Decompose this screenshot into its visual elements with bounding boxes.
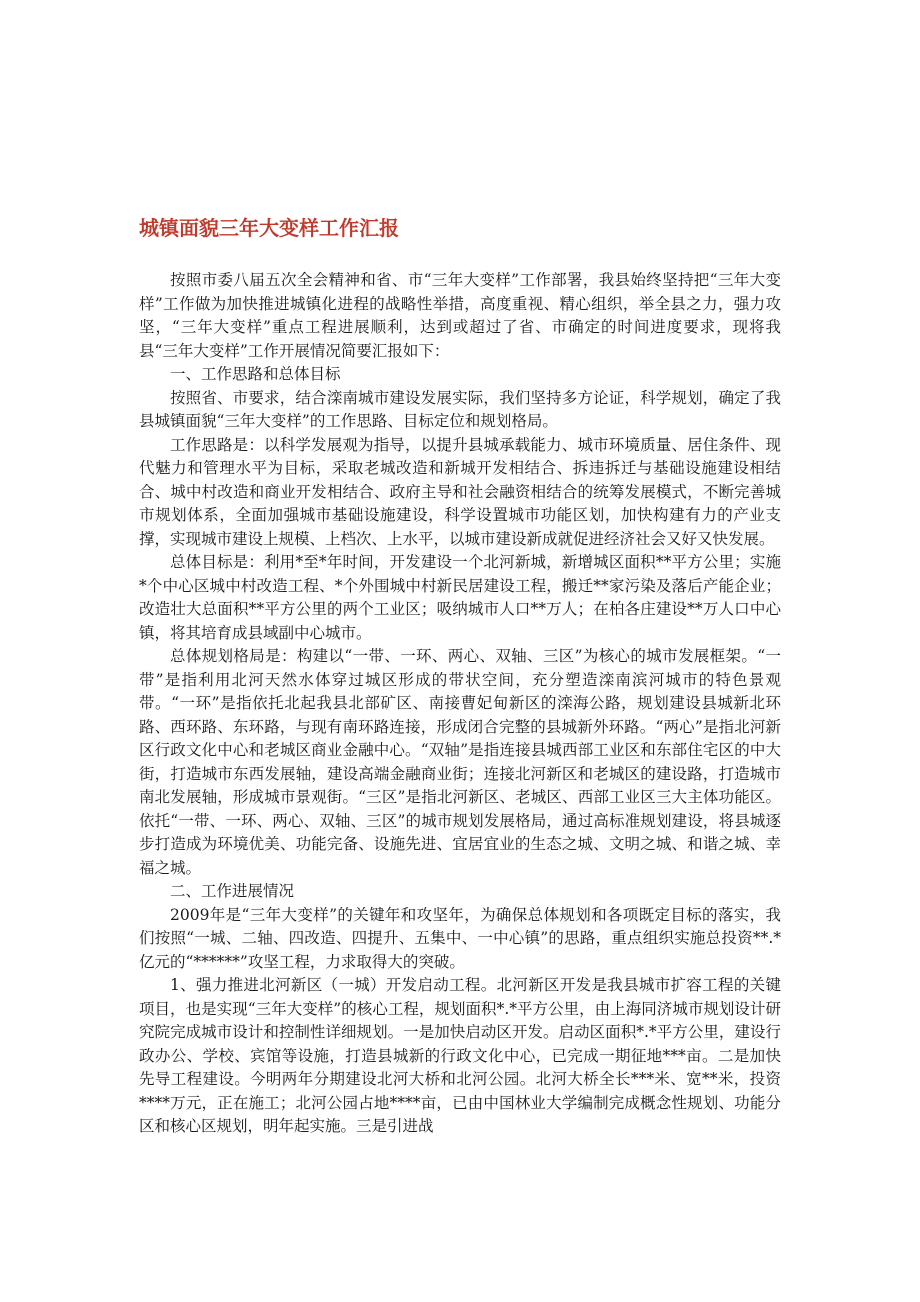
intro-paragraph: 按照市委八届五次全会精神和省、市“三年大变样”工作部署，我县始终坚持把“三年大变样”工作做为加快推进城镇化进程的战略性举措，高度重视、精心组织，举全县之力，强力攻坚，“三年大变样”重点工程进展顺利，达到或超过了省、市确定的时间进度要求，现将我县“三年大变样”工作开展情况简要汇报如下： (139, 271, 781, 360)
paragraph-2009: 2009年是“三年大变样”的关键年和攻坚年，为确保总体规划和各项既定目标的落实，我们按照“一城、二轴、四改造、四提升、五集中、一中心镇”的思路，重点组织实施总投资**.*亿元的“******”攻坚工程，力求取得大的突破。 (139, 905, 781, 971)
document-body (139, 269, 781, 1139)
paragraph-overview: 按照省、市要求，结合滦南城市建设发展实际，我们坚持多方论证，科学规划，确定了我县城镇面貌“三年大变样”的工作思路、目标定位和规划格局。 (139, 388, 781, 430)
document-title: 城镇面貌三年大变样工作汇报 (139, 216, 399, 240)
paragraph-planning-layout: 总体规划格局是：构建以“一带、一环、两心、双轴、三区”为核心的城市发展框架。“一带”是指利用北河天然水体穿过城区形成的带状空间，充分塑造滦南滨河城市的特色景观带。“一环”是指依托北起我县北部矿区、南接曹妃甸新区的滦海公路，规划建设县城新北环路、西环路、东环路，与现有南环路连接，形成闭合完整的县城新外环路。“两心”是指北河新区行政文化中心和老城区商业金融中心。“双轴”是指连接县城西部工业区和东部住宅区的中大街，打造城市东西发展轴，建设高端金融商业街；连接北河新区和老城区的建设路，打造城市南北发展轴，形成城市景观街。“三区”是指北河新区、老城区、西部工业区三大主体功能区。依托“一带、一环、两心、双轴、三区”的城市规划发展格局，通过高标准规划建设，将县城逐步打造成为环境优美、功能完备、设施先进、宜居宜业的生态之城、文明之城、和谐之城、幸福之城。 (139, 647, 781, 877)
section-heading-2: 二、工作进展情况 (170, 882, 295, 900)
section-heading-1: 一、工作思路和总体目标 (170, 365, 341, 383)
paragraph-work-approach: 工作思路是：以科学发展观为指导，以提升县城承载能力、城市环境质量、居住条件、现代魅力和管理水平为目标，采取老城改造和新城开发相结合、拆违拆迁与基础设施建设相结合、城中村改造和商业开发相结合、政府主导和社会融资相结合的统筹发展模式，不断完善城市规划体系，全面加强城市基础设施建设，科学设置城市功能区划，加快构建有力的产业支撑，实现城市建设上规模、上档次、上水平，以城市建设新成就促进经济社会又好又快发展。 (139, 435, 781, 548)
paragraph-beihe-new-district: 1、强力推进北河新区（一城）开发启动工程。北河新区开发是我县城市扩容工程的关键项目，也是实现“三年大变样”的核心工程，规划面积*.*平方公里，由上海同济城市规划设计研究院完成城市设计和控制性详细规划。一是加快启动区开发。启动区面积*.*平方公里，建设行政办公、学校、宾馆等设施，打造县城新的行政文化中心，已完成一期征地***亩。二是加快先导工程建设。今明两年分期建设北河大桥和北河公园。北河大桥全长***米、宽**米，投资****万元，正在施工；北河公园占地****亩，已由中国林业大学编制完成概念性规划、功能分区和核心区规划，明年起实施。三是引进战 (139, 976, 781, 1135)
paragraph-overall-goal: 总体目标是：利用*至*年时间，开发建设一个北河新城，新增城区面积**平方公里；实施*个中心区城中村改造工程、*个外围城中村新民居建设工程，搬迁**家污染及落后产能企业；改造壮大总面积**平方公里的两个工业区；吸纳城市人口**万人；在柏各庄建设**万人口中心镇，将其培育成县域副中心城市。 (139, 553, 781, 642)
